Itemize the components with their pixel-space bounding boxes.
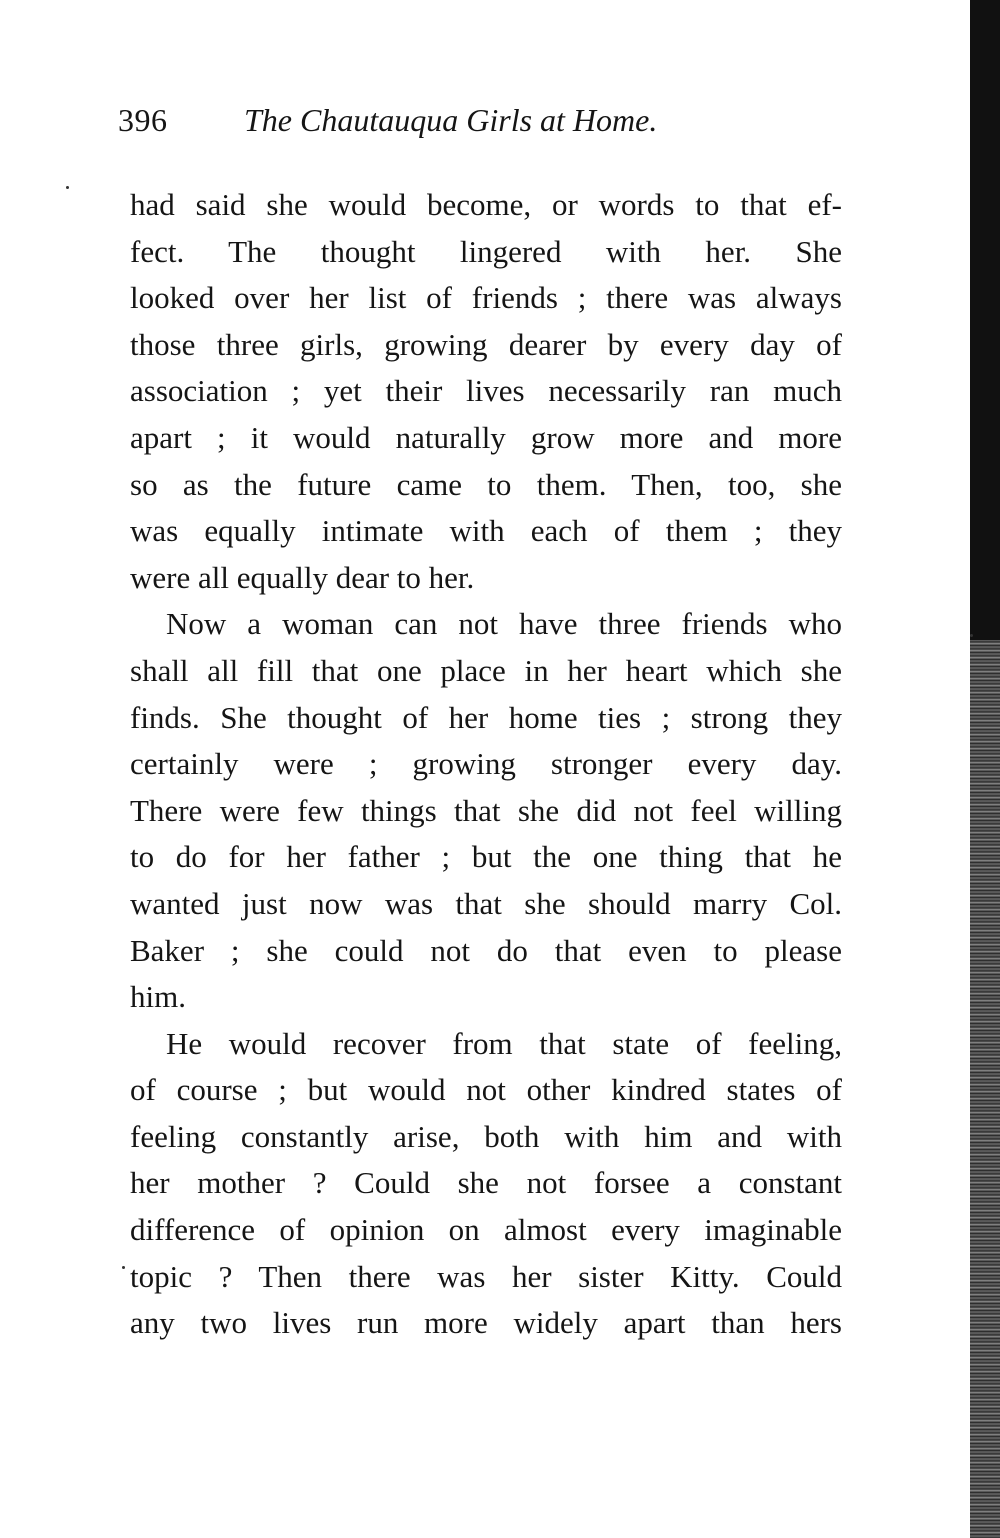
print-speck bbox=[970, 634, 973, 637]
text-line: looked over her list of friends ; there was always bbox=[130, 280, 842, 316]
text-line: shall all fill that one place in her heart which she bbox=[130, 652, 842, 688]
body-text bbox=[130, 182, 842, 1347]
text-line: him. bbox=[130, 979, 186, 1015]
text-line: was equally intimate with each of them ; they bbox=[130, 513, 842, 549]
text-line: Baker ; she could not do that even to please bbox=[130, 932, 842, 968]
running-head bbox=[118, 100, 838, 140]
text-line: fect. The thought lingered with her. She bbox=[130, 233, 842, 269]
text-line: feeling constantly arise, both with him and with bbox=[130, 1118, 842, 1154]
text-line: Now a woman can not have three friends who bbox=[166, 606, 842, 642]
text-line: wanted just now was that she should marry Col. bbox=[130, 885, 842, 921]
text-line: apart ; it would naturally grow more and more bbox=[130, 419, 842, 455]
paragraph bbox=[130, 182, 842, 601]
text-line: He would recover from that state of feeling, bbox=[166, 1025, 842, 1061]
text-line: difference of opinion on almost every imaginable bbox=[130, 1212, 842, 1248]
page-binding-shadow bbox=[970, 0, 1000, 640]
page-number: 396 bbox=[118, 102, 168, 138]
text-line: association ; yet their lives necessarily ran much bbox=[130, 373, 842, 409]
text-line: any two lives run more widely apart than hers bbox=[130, 1305, 842, 1341]
paragraph bbox=[130, 1021, 842, 1347]
book-title: The Chautauqua Girls at Home. bbox=[244, 102, 658, 138]
paragraph bbox=[130, 601, 842, 1020]
text-line: had said she would become, or words to that ef- bbox=[130, 187, 842, 222]
print-speck bbox=[122, 1266, 125, 1269]
text-line: to do for her father ; but the one thing that he bbox=[130, 839, 842, 875]
text-line: her mother ? Could she not forsee a constant bbox=[130, 1165, 842, 1201]
text-line: those three girls, growing dearer by every day of bbox=[130, 326, 842, 362]
text-line: so as the future came to them. Then, too, she bbox=[130, 466, 842, 502]
print-speck bbox=[66, 186, 69, 189]
text-line: topic ? Then there was her sister Kitty. Could bbox=[130, 1258, 842, 1294]
text-line: finds. She thought of her home ties ; strong they bbox=[130, 699, 842, 735]
text-line: There were few things that she did not feel willing bbox=[130, 792, 842, 828]
text-line: certainly were ; growing stronger every day. bbox=[130, 746, 842, 782]
text-line: of course ; but would not other kindred states of bbox=[130, 1072, 842, 1108]
text-line: were all equally dear to her. bbox=[130, 559, 475, 595]
